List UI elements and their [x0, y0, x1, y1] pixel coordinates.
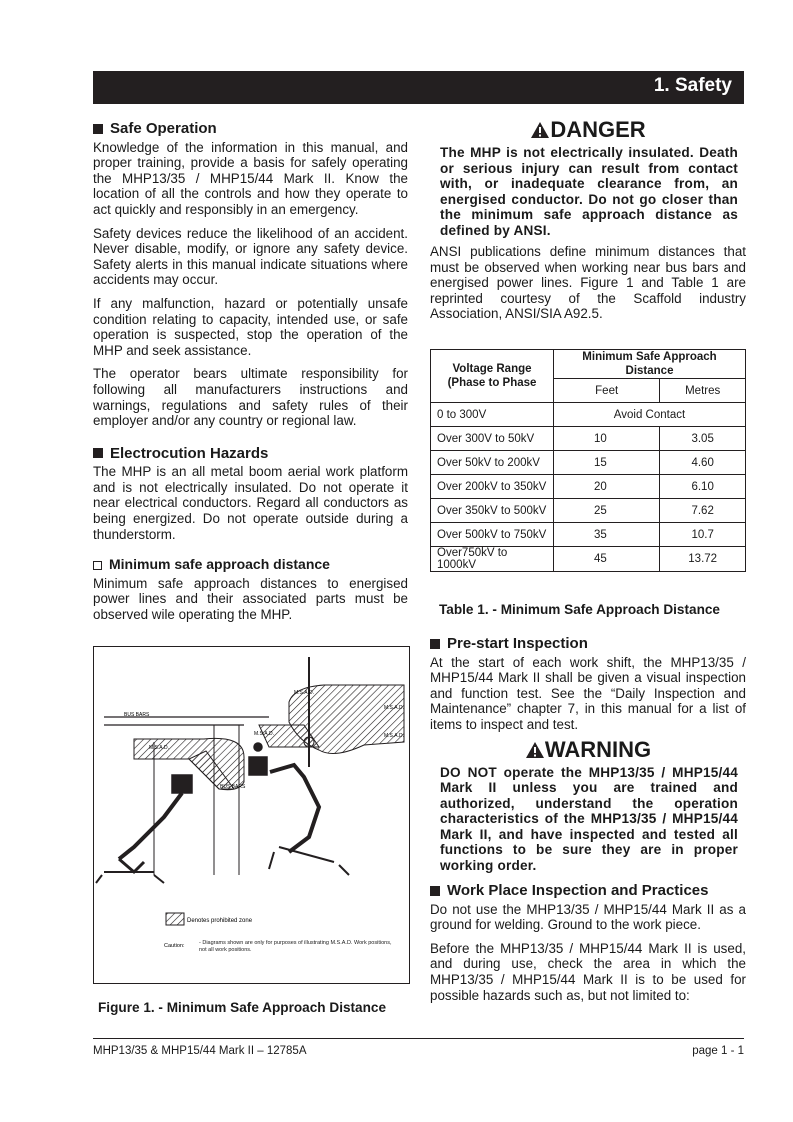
left-column [93, 121, 408, 631]
msad-table [430, 349, 746, 572]
prestart-heading: Pre-start Inspection [430, 636, 746, 652]
square-bullet-icon [430, 886, 440, 896]
feet-header: Feet [554, 379, 660, 403]
msad-label: M.S.A.D. [149, 745, 170, 751]
table-row: 0 to 300V Avoid Contact [431, 403, 746, 427]
metres-header: Metres [660, 379, 746, 403]
danger-text: The MHP is not electrically insulated. Death or serious injury can result from contact with, or inadequate clearance from, an energised conductor. Do not go closer than the minimum safe approach distance as defined by ANSI. [440, 145, 738, 238]
figure-caption: Figure 1. - Minimum Safe Approach Distance [98, 1000, 387, 1015]
square-bullet-icon [430, 639, 440, 649]
msad-label: M.S.A.D. [384, 705, 405, 711]
square-bullet-icon [93, 448, 103, 458]
msad-label: M.S.A.D. [294, 690, 315, 696]
checkbox-bullet-icon [93, 561, 102, 570]
table-row: Over 200kV to 350kV 20 6.10 [431, 475, 746, 499]
paragraph: ANSI publications define minimum distances that must be observed when working near bus bars and energised power lines. Figure 1 and Table 1 are reprinted courtesy of the Scaffold industry Association, ANSI/SIA A92.5. [430, 244, 746, 322]
warning-triangle-icon [525, 741, 545, 759]
danger-title: DANGER [430, 121, 746, 139]
legend-text: Denotes prohibited zone [187, 918, 253, 924]
aerial-platform-left [96, 775, 192, 883]
table-row: Over 50kV to 200kV 15 4.60 [431, 451, 746, 475]
footer-rule [93, 1038, 744, 1039]
voltage-range-header: Voltage Range (Phase to Phase [431, 350, 554, 403]
square-bullet-icon [93, 124, 103, 134]
caution-label: Caution: [164, 943, 185, 949]
table-row: Over 300V to 50kV 10 3.05 [431, 427, 746, 451]
warning-title: WARNING [430, 741, 746, 759]
footer-document-id: MHP13/35 & MHP15/44 Mark II – 12785A [93, 1045, 307, 1057]
msad-diagram [94, 647, 409, 983]
hatch-legend-swatch [166, 913, 184, 925]
paragraph: Safety devices reduce the likelihood of an accident. Never disable, modify, or ignore any safety device. Safety alerts in this manual indicate situations where accidents may occur. [93, 225, 408, 288]
chapter-title: 1. Safety [653, 75, 732, 96]
paragraph: Knowledge of the information in this manual, and proper training, provide a basis for safely operating the MHP13/35 / MHP15/44 Mark II. Know the location of all the controls and how they operate to act quickly and responsibly in an emergency. [93, 139, 408, 217]
msad-label: M.S.A.D. [384, 733, 405, 739]
caution-text: - Diagrams shown are only for purposes of illustrating M.S.A.D. Work positions, not all work positions. [199, 940, 392, 953]
paragraph: If any malfunction, hazard or potentially unsafe condition relating to capacity, intended use, or safe operation is suspected, stop the operation of the MHP and seek assistance. [93, 295, 408, 358]
bus-bars-label: BUS BARS [220, 784, 246, 790]
chapter-header-bar [93, 71, 744, 104]
paragraph: Do not use the MHP13/35 / MHP15/44 Mark II as a ground for welding. Ground to the work piece. [430, 901, 746, 933]
figure-1-box [93, 646, 410, 984]
table-row: Over750kV to 1000kV 45 13.72 [431, 547, 746, 572]
aerial-platform-right [249, 743, 349, 875]
warning-text: DO NOT operate the MHP13/35 / MHP15/44 Mark II unless you are trained and authorized, understand the operation characteristics of the MHP13/35 / MHP15/44 Mark II, and have inspected and tested all functions to be sure they are in proper working order. [440, 764, 738, 873]
paragraph: The operator bears ultimate responsibility for following all manufacturers instructions and warnings, regulations and safety rules of their employer and/or any country or regional law. [93, 366, 408, 429]
table-row: Over 350kV to 500kV 25 7.62 [431, 499, 746, 523]
paragraph: Before the MHP13/35 / MHP15/44 Mark II is used, and during use, check the area in which the MHP13/35 / MHP15/44 Mark II is to be used for possible hazards such as, but not limited to: [430, 940, 746, 1003]
min-safe-approach-heading: Minimum safe approach distance [93, 557, 408, 573]
safe-operation-heading: Safe Operation [93, 121, 408, 137]
bus-bars-label: BUS BARS [124, 712, 150, 718]
table-caption: Table 1. - Minimum Safe Approach Distance [439, 602, 720, 617]
paragraph: At the start of each work shift, the MHP13/35 / MHP15/44 Mark II shall be given a visual inspection and function test. See the “Daily Inspection and Maintenance” chapter 7, in this manual for a list of items to inspect and test. [430, 654, 746, 732]
footer-page-number: page 1 - 1 [692, 1045, 744, 1057]
paragraph: Minimum safe approach distances to energised power lines and their associated parts must be observed wile operating the MHP. [93, 575, 408, 623]
right-column-top [430, 117, 746, 330]
paragraph: The MHP is an all metal boom aerial work platform and is not electrically insulated. Do not operate it near electrical conductors. Regard all conductors as being energized. Do not operate outside during a thunderstorm. [93, 464, 408, 542]
warning-triangle-icon [530, 121, 550, 139]
workplace-heading: Work Place Inspection and Practices [430, 883, 746, 899]
msad-label: M.S.A.D. [254, 731, 275, 737]
electrocution-heading: Electrocution Hazards [93, 446, 408, 462]
table-row: Over 500kV to 750kV 35 10.7 [431, 523, 746, 547]
right-column-bottom [430, 636, 746, 1011]
msad-header: Minimum Safe Approach Distance [554, 350, 746, 379]
